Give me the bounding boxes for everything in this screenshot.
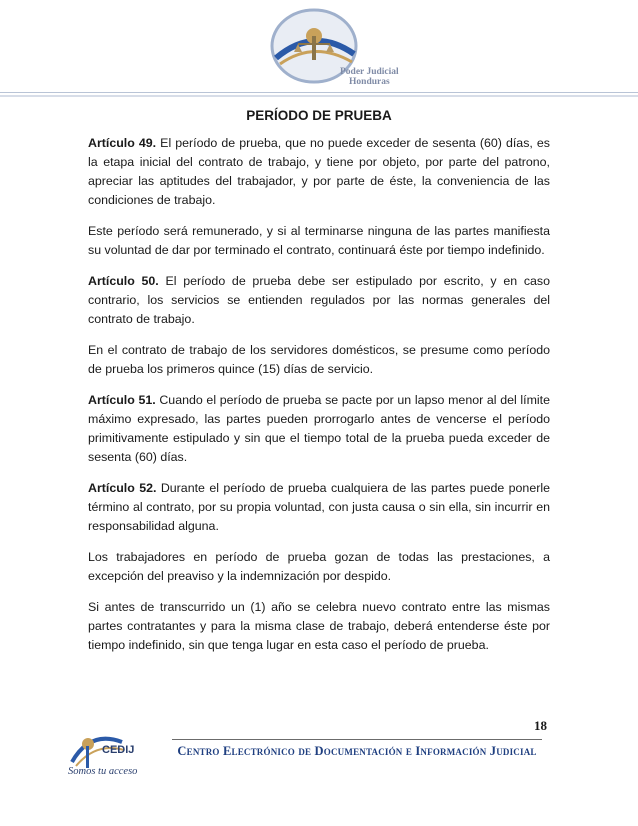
article-label: Artículo 49. [88, 136, 157, 150]
paragraph-text: Cuando el período de prueba se pacte por un lapso menor al del límite máximo expresado, las partes pueden prorrogarlo antes de vencerse el período primitivamente estipulado y sin que el tiempo total de la prueba pueda exceder de sesenta (60) días. [88, 393, 550, 464]
cedij-name: CEDIJ [102, 744, 135, 756]
paragraph-text: Los trabajadores en período de prueba gozan de todas las prestaciones, a excepción del preaviso y la indemnización por despido. [88, 550, 550, 583]
paragraph [88, 598, 550, 655]
header-rule [0, 92, 638, 98]
paragraph [88, 222, 550, 260]
paragraph-text: Durante el período de prueba cualquiera de las partes puede ponerle término al contrato, por su propia voluntad, con justa causa o sin ella, sin incurrir en responsabilidad alguna. [88, 481, 550, 533]
article-label: Artículo 51. [88, 393, 156, 407]
paragraph-text: El período de prueba, que no puede exceder de sesenta (60) días, es la etapa inicial del contrato de trabajo, y tiene por objeto, por parte del patrono, apreciar las aptitudes del trabajador, y por parte de éste, la conveniencia de las condiciones de trabajo. [88, 136, 550, 207]
footer-rule [172, 739, 542, 740]
paragraph-text: Si antes de transcurrido un (1) año se celebra nuevo contrato entre las mismas partes contratantes y para la misma clase de trabajo, deberá entenderse éste por tiempo indefinido, sin que tenga lugar en esta caso el período de prueba. [88, 600, 550, 652]
paragraph [88, 341, 550, 379]
paragraph [88, 391, 550, 467]
paragraph-text: En el contrato de trabajo de los servidores domésticos, se presume como período de prueba los primeros quince (15) días de servicio. [88, 343, 550, 376]
cedij-tagline: Somos tu acceso [68, 766, 138, 777]
page-title: PERÍODO DE PRUEBA [246, 108, 392, 123]
org-name: Poder Judicial Honduras [340, 67, 399, 87]
paragraph [88, 479, 550, 536]
article-label: Artículo 50. [88, 274, 159, 288]
paragraph-text: Este período será remunerado, y si al terminarse ninguna de las partes manifiesta su voluntad de dar por terminado el contrato, continuará éste por tiempo indefinido. [88, 224, 550, 257]
paragraph [88, 548, 550, 586]
article-label: Artículo 52. [88, 481, 157, 495]
document-body [88, 134, 550, 667]
paragraph [88, 134, 550, 210]
page-number: 18 [534, 718, 547, 733]
footer-title: Centro Electrónico de Documentación e Información Judicial [177, 744, 537, 758]
paragraph [88, 272, 550, 329]
paragraph-text: El período de prueba debe ser estipulado por escrito, y en caso contrario, los servicios se entienden regulados por las normas generales del contrato de trabajo. [88, 274, 550, 326]
